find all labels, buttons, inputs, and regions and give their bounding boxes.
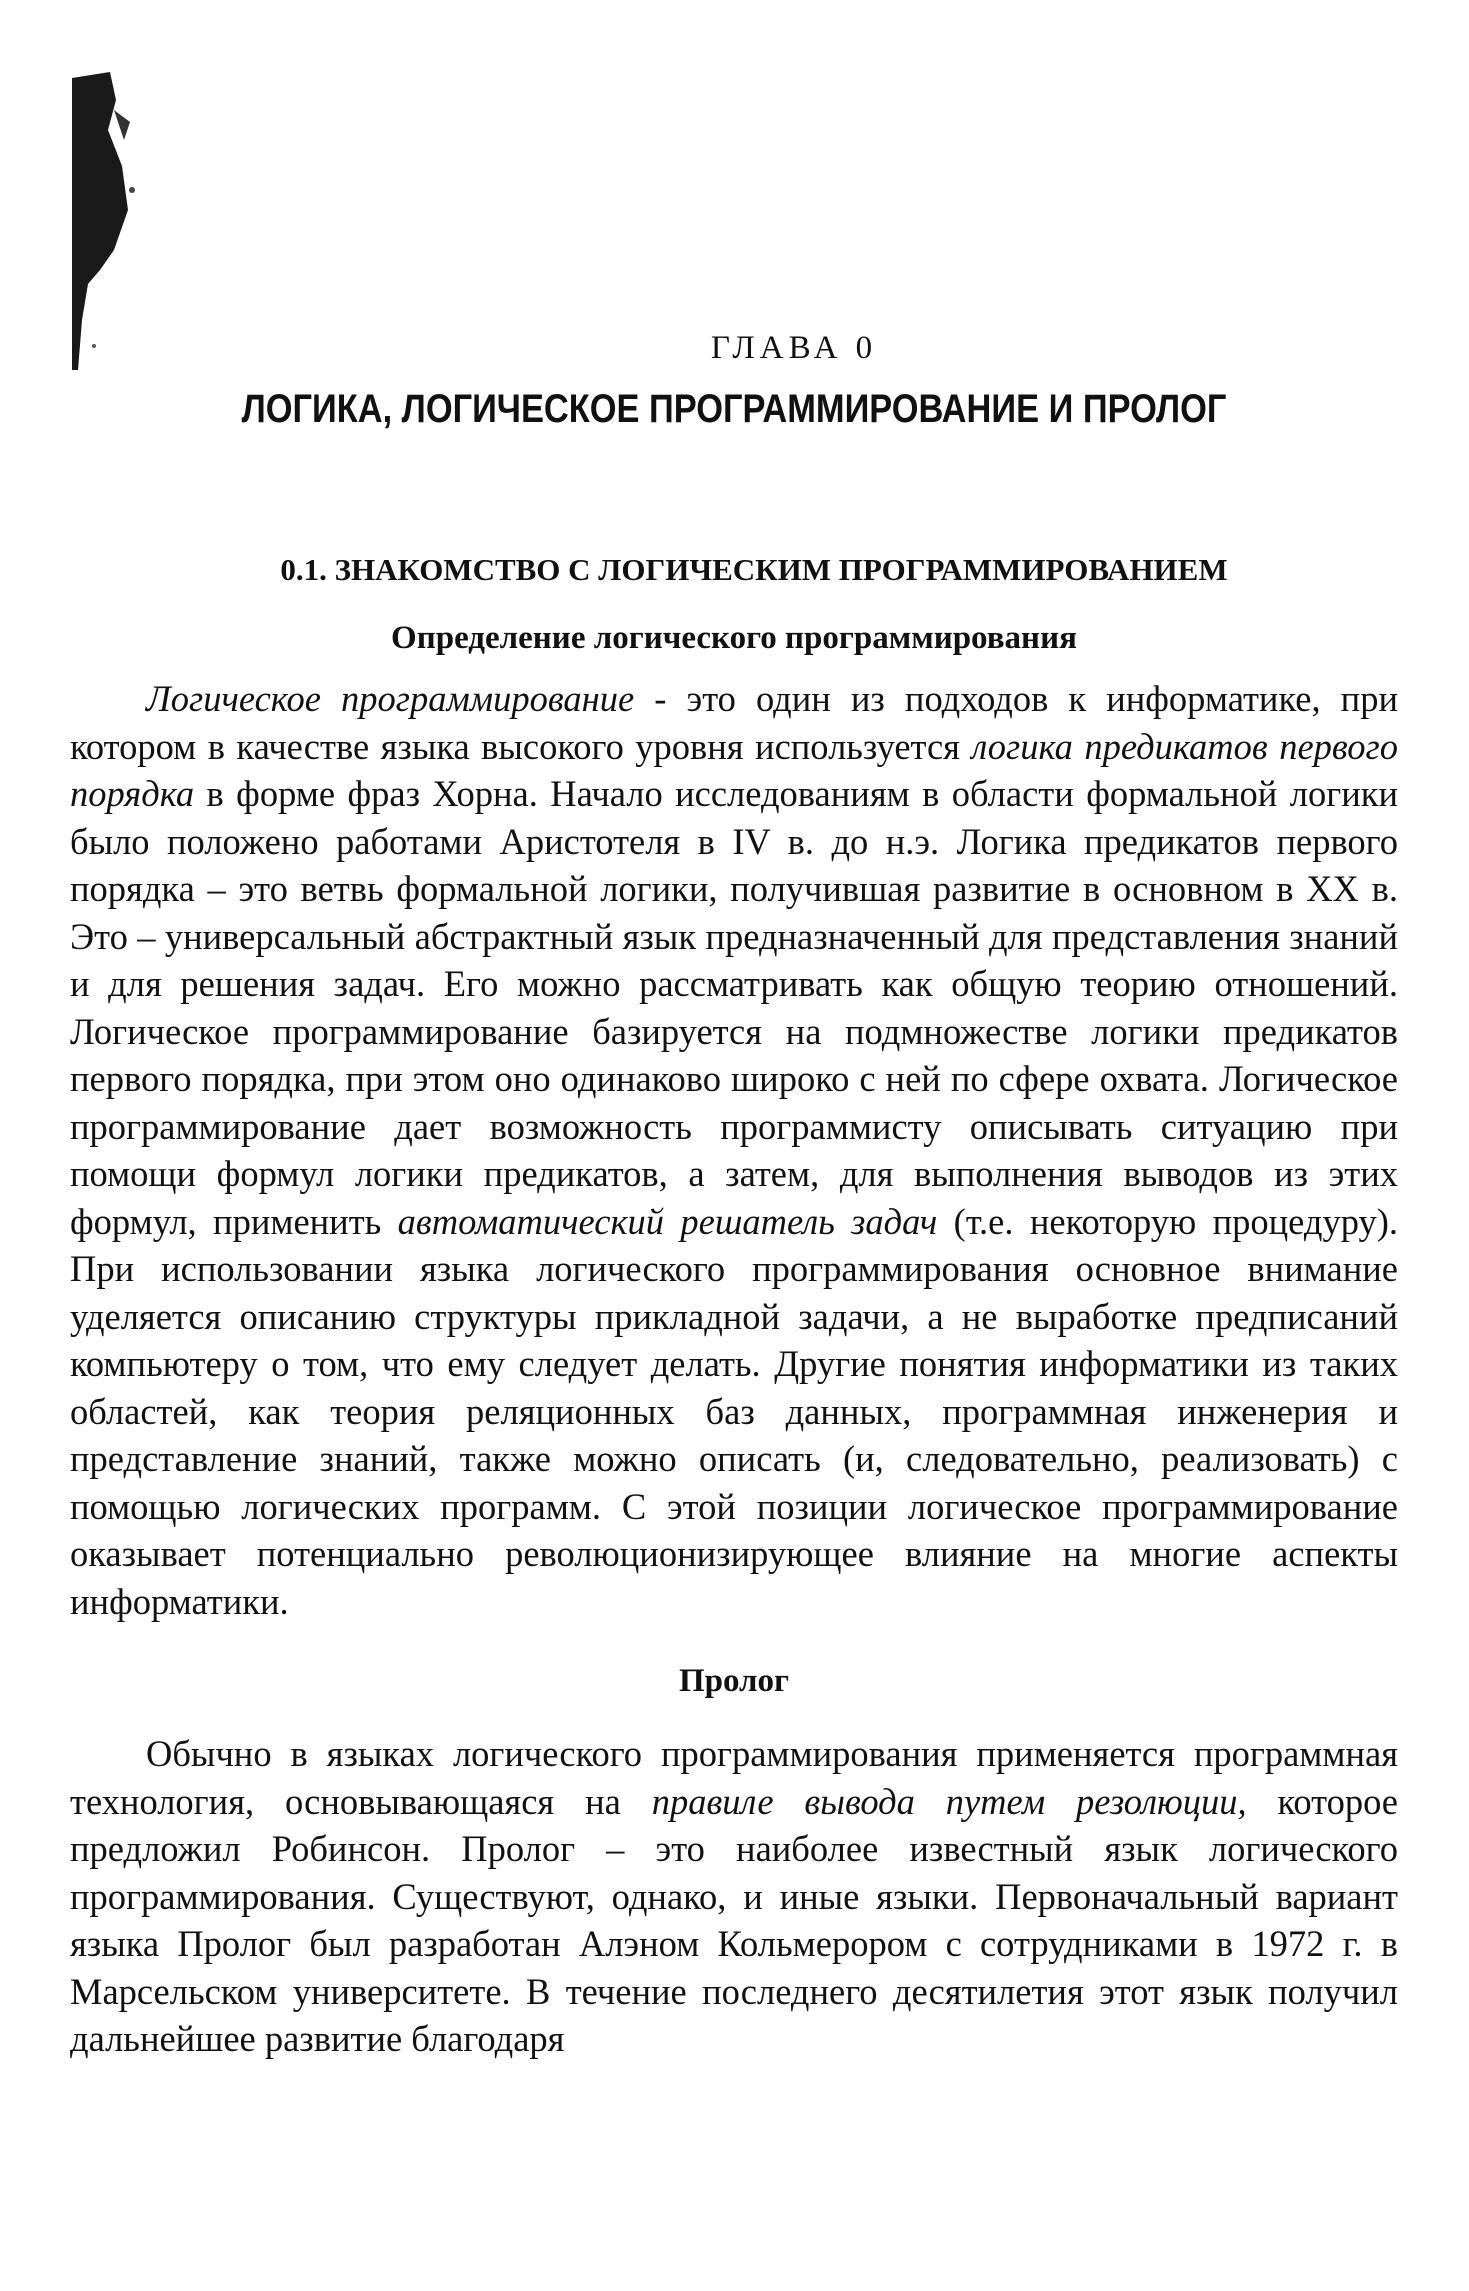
- paragraph-definition: [70, 675, 1398, 1625]
- text-run: в форме фраз Хорна. Начало исследованиям в области формальной логики было положено работами Аристотеля в IV в. до н.э. Логика предикатов первого порядка – это ветвь формальной логики, получившая развитие в основном в XX в. Это – универсальный абстрактный язык предназначенный для представления знаний и для решения задач. Его можно рассматривать как общую теорию отношений. Логическое программирование базируется на подмножестве логики предикатов первого порядка, при этом оно одинаково широко с ней по сфере охвата. Логическое программирование дает возможность программисту описывать ситуацию при помощи формул логики предикатов, а затем, для выполнения выводов из этих формул, применить: [70, 773, 1398, 1242]
- text-run: (т.е. некоторую процедуру). При использовании языка логического программирования основное внимание уделяется описанию структуры прикладной задачи, а не выработке предписаний компьютеру о том, что ему следует делать. Другие понятия информатики из таких областей, как теория реляционных баз данных, программная инженерия и представление знаний, также можно описать (и, следовательно, реализовать) с помощью логических программ. С этой позиции логическое программирование оказывает потенциально революционизирующее влияние на многие аспекты информатики.: [70, 1200, 1398, 1622]
- text-run: правиле вывода путем резолюции,: [651, 1780, 1247, 1822]
- subsection-title-prolog: Пролог: [678, 1663, 790, 1699]
- section-title: 0.1. ЗНАКОМСТВО С ЛОГИЧЕСКИМ ПРОГРАММИРОВАНИЕМ: [280, 552, 1228, 587]
- text-run: автоматический решатель задач: [397, 1200, 938, 1242]
- chapter-title: ЛОГИКА, ЛОГИЧЕСКОЕ ПРОГРАММИРОВАНИЕ И ПРОЛОГ: [241, 387, 1227, 431]
- text-run: - это один из подходов к информатике, при котором в качестве языка высокого уровня используется: [70, 678, 1398, 767]
- text-run: которое предложил Робинсон. Пролог – это наиболее известный язык логического программирования. Существуют, однако, и иные языки. Первоначальный вариант языка Пролог был разработан Алэном Кольмерором с сотрудниками в 1972 г. в Марсельском университете. В течение последнего десятилетия этот язык получил дальнейшее развитие благодаря: [70, 1780, 1398, 2059]
- text-run: Обычно в языках логического программирования применяется программная технология, основывающаяся на: [70, 1733, 1398, 1822]
- paragraph-prolog: [70, 1730, 1398, 2063]
- subsection-title-definition: Определение логического программирования: [391, 620, 1077, 656]
- chapter-label: ГЛАВА 0: [710, 330, 878, 366]
- text-run: Логическое программирование: [146, 678, 635, 719]
- book-page: [70, 330, 1398, 2063]
- text-run: логика предикатов первого порядка: [70, 725, 1399, 814]
